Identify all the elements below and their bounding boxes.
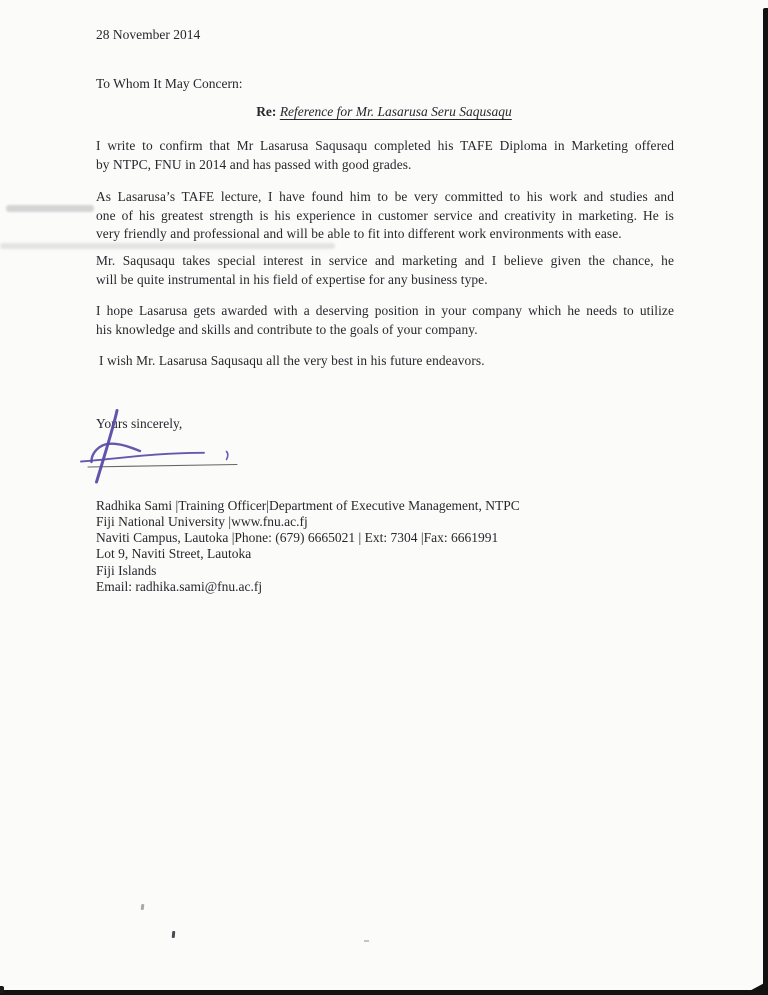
text-line: I hope Lasarusa gets awarded with a deserving position in your company which he needs to utilize	[96, 303, 674, 318]
scan-edge-corner	[742, 981, 768, 995]
text-line: very friendly and professional and will be able to fit into different work environments with ease.	[96, 226, 622, 242]
subject-prefix: Re:	[256, 104, 277, 119]
scan-edge-bottom	[0, 990, 768, 995]
paragraph-5	[99, 352, 677, 371]
text-line: As Lasarusa’s TAFE lecture, I have found him to be very committed to his work and studies and	[96, 189, 674, 204]
letter-subject-line	[96, 104, 672, 120]
photocopy-smudge	[0, 243, 335, 249]
text-line: Fiji National University |www.fnu.ac.fj	[96, 514, 308, 530]
letter-salutation: To Whom It May Concern:	[96, 76, 243, 91]
text-line: his knowledge and skills and contribute to the goals of your company.	[96, 321, 478, 337]
handwritten-signature	[76, 407, 246, 487]
photocopy-smudge	[6, 205, 94, 212]
text-line: Email: radhika.sami@fnu.ac.fj	[96, 578, 263, 594]
signature-comma-mark	[227, 452, 228, 460]
text-line: Lot 9, Naviti Street, Lautoka	[96, 546, 252, 562]
scan-artifact-speck	[172, 931, 176, 938]
scan-artifact-speck	[0, 986, 4, 993]
text-line: one of his greatest strength is his experience in customer service and creativity in marketing. He is	[96, 207, 674, 223]
signature-flourish-stroke	[81, 453, 204, 462]
text-line: Naviti Campus, Lautoka |Phone: (679) 6665021 | Ext: 7304 |Fax: 6661991	[96, 530, 499, 546]
letter-date: 28 November 2014	[96, 27, 201, 42]
text-line: by NTPC, FNU in 2014 and has passed with good grades.	[96, 156, 412, 172]
text-line: Fiji Islands	[96, 562, 157, 578]
text-line: Radhika Sami |Training Officer|Department of Executive Management, NTPC	[96, 498, 520, 513]
text-line: will be quite instrumental in his field of expertise for any business type.	[96, 271, 488, 287]
scan-artifact-speck	[141, 904, 145, 910]
text-line: I wish Mr. Lasarusa Saqusaqu all the very best in his future endeavors.	[99, 353, 485, 368]
text-line: Mr. Saqusaqu takes special interest in service and marketing and I believe given the chance, he	[96, 253, 674, 268]
text-line: I write to confirm that Mr Lasarusa Saqusaqu completed his TAFE Diploma in Marketing offered	[96, 138, 674, 153]
signature-underline	[88, 465, 237, 468]
letter-closing: Yours sincerely,	[96, 416, 183, 431]
paragraph-2	[96, 188, 674, 244]
sender-contact-block	[96, 498, 520, 595]
subject-title: Reference for Mr. Lasarusa Seru Saqusaqu	[279, 104, 512, 119]
scan-artifact-speck	[364, 940, 369, 942]
scan-edge-right	[763, 8, 768, 995]
paragraph-1	[96, 137, 674, 174]
paragraph-3	[96, 252, 674, 289]
paragraph-4	[96, 302, 674, 339]
